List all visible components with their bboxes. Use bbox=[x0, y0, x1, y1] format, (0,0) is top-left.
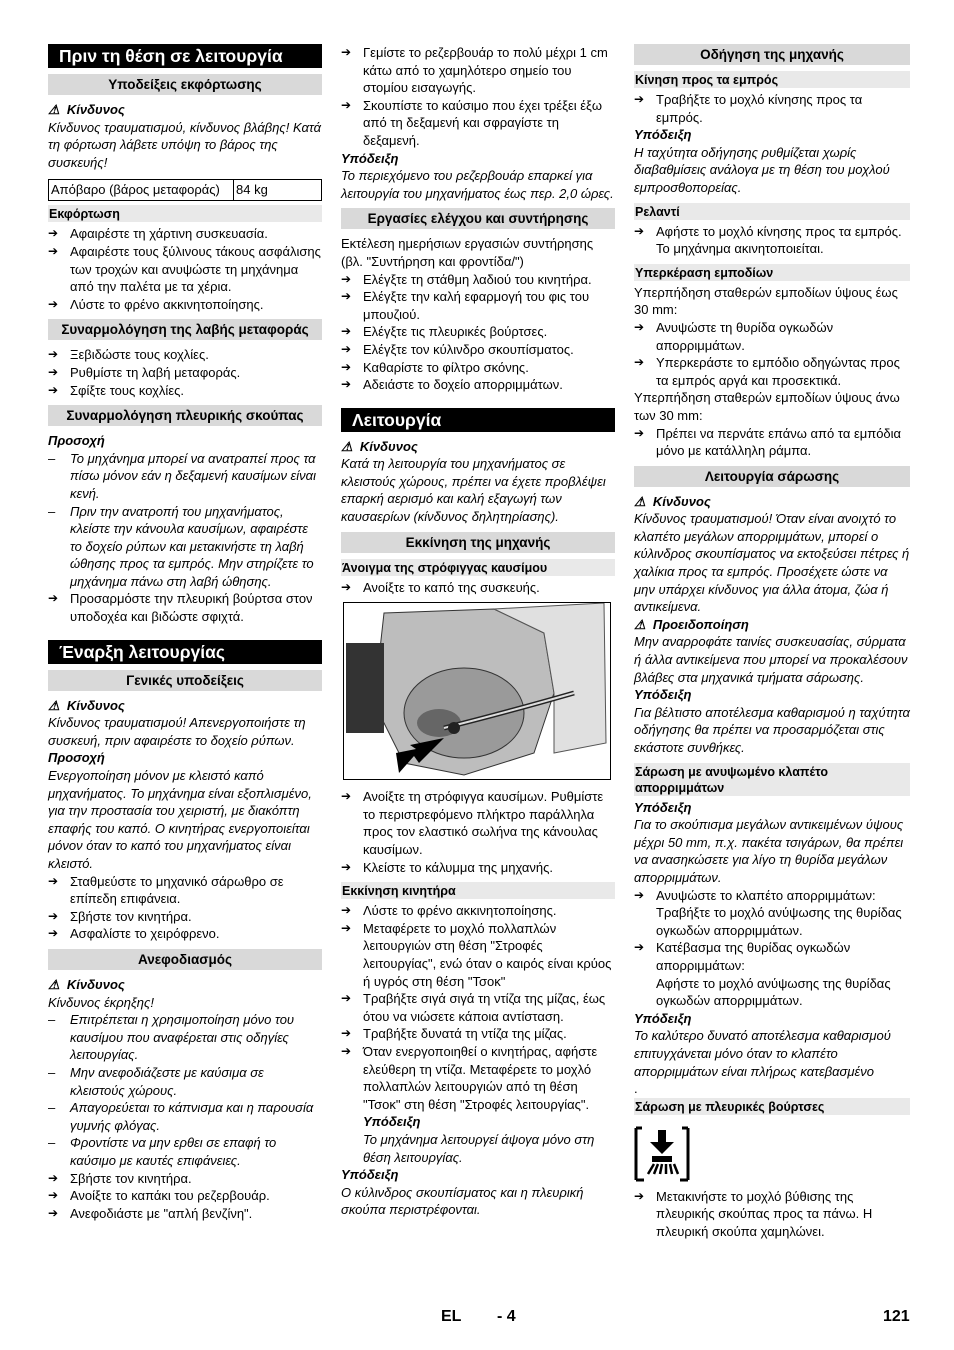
danger-label: Κίνδυνος bbox=[652, 493, 711, 509]
list-item: ➔ Ανεφοδιάστε με "απλή βενζίνη". bbox=[48, 1205, 322, 1223]
engine-illustration bbox=[344, 603, 610, 779]
heading-anoigma: Άνοιγμα της στρόφιγγας καυσίμου bbox=[341, 559, 615, 576]
note-text: Η ταχύτητα οδήγησης ρυθμίζεται χωρίς διαβαθμίσεις ανάλογα με τη θέση του μοχλού εμπροσθοπορείας. bbox=[634, 144, 890, 195]
list-item: ➔ Αδειάστε το δοχείο απορριμμάτων. bbox=[341, 376, 615, 394]
section-title-enarxi: Έναρξη λειτουργίας bbox=[48, 640, 322, 664]
heading-sarosi: Λειτουργία σάρωσης bbox=[634, 466, 910, 487]
note-text: Το μηχάνημα λειτουργεί άψογα μόνο στη θέση λειτουργίας. bbox=[363, 1131, 595, 1165]
caution-text: Ενεργοποίηση μόνον με κλειστό καπό μηχανήματος. Το μηχάνημα είναι εξοπλισμένο, για την προστασία του χειριστή, με διακόπτη επαφής του καπό. Ο κινητήρας ενεργοποιείται μόνον όταν το καπό του μηχανήματος είναι κλειστό. bbox=[48, 768, 312, 871]
note-text: Το καλύτερο δυνατό αποτέλεσμα καθαρισμού επιτυγχάνεται μόνο όταν το κλαπέτο απορριμμάτων είναι πλήρως κατεβασμένο bbox=[634, 1028, 891, 1079]
section-title-leitourgia: Λειτουργία bbox=[341, 408, 615, 432]
list-item: ➔ Τραβήξτε το μοχλό κίνησης προς τα εμπρός. bbox=[634, 91, 910, 126]
danger-note-1 bbox=[48, 101, 322, 171]
note-label: Υπόδειξη bbox=[634, 687, 692, 703]
note-label: Υπόδειξη bbox=[341, 1167, 399, 1183]
list-item: ➔ Σκουπίστε το καύσιμο που έχει τρέξει έξω από τη δεξαμενή και σφραγίστε τη δεξαμενή. bbox=[341, 97, 615, 150]
ergasies-intro: Εκτέλεση ημερήσιων εργασιών συντήρησης (βλ. "Συντήρηση και φροντίδα/") bbox=[341, 236, 594, 269]
danger-label: Κίνδυνος bbox=[359, 438, 418, 454]
danger-text: Κίνδυνος τραυματισμού! Όταν είναι ανοιχτό το κλαπέτο μεγάλων απορριμμάτων, μπορεί ο κύλινδρος σκουπίσματος να εκτοξεύσει πέτρες ή χαλίκια προς τα εμπρός. Προσέχετε ώστε να μην υπάρχει κίνδυνος για άλλα άτομα, ζώα ή αντικείμενα. bbox=[634, 511, 910, 615]
list-item: ➔ Λύστε το φρένο ακκινητοποίησης. bbox=[341, 902, 615, 920]
list-item: ➔ Ανοίξτε τη στρόφιγγα καυσίμων. Ρυθμίστε το περιστρεφόμενο πλήκτρο παράλληλα προς τον ελαστικό σωλήνα της κάνουλας καυσίμων. bbox=[341, 788, 615, 858]
heading-relanti: Ρελαντί bbox=[634, 203, 910, 220]
note-label: Υπόδειξη bbox=[634, 1010, 692, 1026]
list-item: – Επιτρέπεται η χρησιμοποίηση μόνο του καυσίμου που αναφέρεται στις οδηγίες λειτουργίας. bbox=[48, 1011, 322, 1064]
yperk-intro-2: Υπερπήδηση σταθερών εμποδίων ύψους άνω των 30 mm: bbox=[634, 390, 900, 423]
list-item-text: ➔ Ανυψώστε το κλαπέτο απορριμμάτων: bbox=[656, 887, 876, 903]
list-item: ➔ Ελέγξτε τον κύλινδρο σκουπίσματος. bbox=[341, 341, 615, 359]
warning-label: Προειδοποίηση bbox=[652, 616, 749, 632]
list-item: – Το μηχάνημα μπορεί να ανατραπεί προς τα πίσω μόνον εάν η δεξαμενή καυσίμων είναι κενή. bbox=[48, 450, 322, 503]
list-item bbox=[634, 939, 910, 1009]
column-1 bbox=[48, 44, 322, 1222]
caution-label: Προσοχή bbox=[48, 433, 105, 449]
list-item: ➔ Ασφαλίστε το χειρόφρενο. bbox=[48, 925, 322, 943]
yperk-intro-1: Υπερπήδηση σταθερών εμποδίων ύψους έως 30 mm: bbox=[634, 284, 898, 318]
list-item: ➔ Γεμίστε το ρεζερβουάρ το πολύ μέχρι 1 cm κάτω από το χαμηλότερο σημείο του στομίου εισαγωγής. bbox=[341, 44, 615, 97]
list-item: ➔ Αφαιρέστε τη χάρτινη συσκευασία. bbox=[48, 225, 322, 243]
warning-icon: ⚠ bbox=[634, 616, 646, 632]
list-item-sub: Τραβήξτε το μοχλό ανύψωσης της θυρίδας ογκωδών απορριμμάτων. bbox=[656, 905, 902, 938]
note-text: Ο κύλινδρος σκουπίσματος και η πλευρική σκούπα περιστρέφονται. bbox=[341, 1184, 584, 1218]
warning-text: Μην αναρροφάτε ταινίες συσκευασίας, σύρματα ή άλλα αντικείμενα που μπορεί να προκαλέσουν βλάβες στα μηχανικά τμήματα σάρωσης. bbox=[634, 634, 908, 685]
danger-text: Κίνδυνος έκρηξης! bbox=[48, 994, 154, 1010]
list-item: ➔ Ανοίξτε το καπάκι του ρεζερβουάρ. bbox=[48, 1187, 322, 1205]
heading-anefod: Ανεφοδιασμός bbox=[48, 949, 322, 970]
heading-ergasies: Εργασίες ελέγχου και συντήρησης bbox=[341, 208, 615, 229]
danger-label: Κίνδυνος bbox=[66, 976, 125, 992]
list-item: ➔ Ανυψώστε τη θυρίδα ογκωδών απορριμμάτων. bbox=[634, 319, 910, 354]
warning-icon: ⚠ bbox=[341, 438, 353, 454]
heading-vourtses: Σάρωση με πλευρικές βούρτσες bbox=[634, 1098, 910, 1115]
list-item: ➔ Ελέγξτε τις πλευρικές βούρτσες. bbox=[341, 323, 615, 341]
column-3 bbox=[634, 44, 910, 1240]
list-item: ➔ Ανοίξτε το καπό της συσκευής. bbox=[341, 579, 615, 597]
list-item-text: ➔ Κατέβασμα της θυρίδας ογκωδών απορριμμάτων: bbox=[656, 940, 851, 973]
list-item: ➔ Λύστε το φρένο ακκινητοποίησης. bbox=[48, 296, 322, 314]
fuel-valve-photo bbox=[343, 602, 611, 780]
note-label: Υπόδειξη bbox=[363, 1114, 421, 1130]
warning-icon: ⚠ bbox=[48, 697, 60, 713]
list-item: – Πριν την ανατροπή του μηχανήματος, κλείστε την κάνουλα καυσίμων, αφαιρέστε το δοχείο ρύπων και μετακινήστε τη λαβή ώθησης προς τα εμπρός. Μην στηρίζετε το μηχάνημα πάνω στη λαβή ώθησης. bbox=[48, 503, 322, 591]
heading-lavi: Συναρμολόγηση της λαβής μεταφοράς bbox=[48, 319, 322, 340]
note-text: Το περιεχόμενο του ρεζερβουάρ επαρκεί για λειτουργία του μηχανήματος έως περ. 2,0 ώρες. bbox=[341, 168, 614, 201]
note-text: Για το σκούπισμα μεγάλων αντικειμένων ύψους μέχρι 50 mm, π.χ. πακέτα τσιγάρων, θα πρέπει να ανασηκώσετε για λίγο τη θυρίδα μεγάλων απορριμμάτων. bbox=[634, 817, 904, 885]
list-item bbox=[634, 887, 910, 940]
list-item: ➔ Κλείστε το κάλυμμα της μηχανής. bbox=[341, 859, 615, 877]
note-label: Υπόδειξη bbox=[634, 799, 692, 815]
footer-page-relative: - 4 bbox=[497, 1308, 516, 1325]
list-item: ➔ Ελέγξτε τη στάθμη λαδιού του κινητήρα. bbox=[341, 271, 615, 289]
list-item: ➔ Ρυθμίστε τη λαβή μεταφοράς. bbox=[48, 364, 322, 382]
footer-lang: EL bbox=[441, 1308, 462, 1325]
list-item: ➔ Μεταφέρετε το μοχλό πολλαπλών λειτουργιών στη θέση "Στροφές λειτουργίας", ενώ όταν ο καιρός είναι κρύος ή υγρός στη θέση "Τσοκ" bbox=[341, 920, 615, 990]
danger-text: Κίνδυνος τραυματισμού, κίνδυνος βλάβης! Κατά τη φόρτωση λάβετε υπόψη το βάρος της συσκευής! bbox=[48, 119, 321, 170]
heading-yperkerasi: Υπερκέραση εμποδίων bbox=[634, 264, 910, 281]
list-item: ➔ Αφαιρέστε τους ξύλινους τάκους ασφάλισης των τροχών και ανυψώστε τη μηχάνημα από την παλέτα με τα χέρια. bbox=[48, 243, 322, 296]
list-item: ➔ Μετακινήστε το μοχλό βύθισης της πλευρικής σκούπας προς τα πάνω. Η πλευρική σκούπα χαμηλώνει. bbox=[634, 1188, 910, 1241]
list-item: ➔ Αφήστε το μοχλό κίνησης προς τα εμπρός. Το μηχάνημα ακινητοποιείται. bbox=[634, 223, 910, 258]
note-label: Υπόδειξη bbox=[341, 150, 399, 166]
danger-label: Κίνδυνος bbox=[66, 697, 125, 713]
list-item: ➔ Καθαρίστε το φίλτρο σκόνης. bbox=[341, 359, 615, 377]
list-item: ➔ Σβήστε τον κινητήρα. bbox=[48, 1170, 322, 1188]
heading-ekkinisi-kin: Εκκίνηση κινητήρα bbox=[341, 882, 615, 899]
list-item: ➔ Τραβήξτε σιγά σιγά τη ντίζα της μίζας, έως ότου να νιώσετε κάποια αντίσταση. bbox=[341, 990, 615, 1025]
weight-table bbox=[48, 179, 322, 201]
heading-klapeto: Σάρωση με ανυψωμένο κλαπέτο απορριμμάτων bbox=[634, 763, 910, 796]
note-text: Για βέλτιστο αποτέλεσμα καθαρισμού η ταχύτητα οδήγησης θα πρέπει να προσαρμόζεται στις εκάστοτε συνθήκες. bbox=[634, 704, 910, 755]
heading-ekkinisi: Εκκίνηση της μηχανής bbox=[341, 532, 615, 553]
warning-icon: ⚠ bbox=[48, 976, 60, 992]
list-item: – Μην ανεφοδιάζεστε με καύσιμα σε κλειστούς χώρους. bbox=[48, 1064, 322, 1099]
side-brush-lower-icon bbox=[634, 1126, 690, 1182]
heading-genikes: Γενικές υποδείξεις bbox=[48, 670, 322, 691]
heading-skoupa: Συναρμολόγηση πλευρικής σκούπας bbox=[48, 405, 322, 426]
heading-odigisi: Οδήγηση της μηχανής bbox=[634, 44, 910, 65]
list-item: ➔ Πρέπει να περνάτε επάνω από τα εμπόδια μόνο με κατάλληλη ράμπα. bbox=[634, 425, 910, 460]
heading-ekfortosi: Υποδείξεις εκφόρτωσης bbox=[48, 74, 322, 95]
list-item: ➔ Ξεβιδώστε τους κοχλίες. bbox=[48, 346, 322, 364]
note-label: Υπόδειξη bbox=[634, 127, 692, 143]
weight-label: Απόβαρο (βάρος μεταφοράς) bbox=[49, 180, 234, 201]
danger-text: Κατά τη λειτουργία του μηχανήματος σε κλειστούς χώρους, πρέπει να έχετε προβλέψει επαρκή αερισμό και καλή εξαγωγή των καυσαερίων (κίνδυνος δηλητηρίασης). bbox=[341, 456, 606, 525]
list-item: ➔ Τραβήξτε δυνατά τη ντίζα της μίζας. bbox=[341, 1025, 615, 1043]
list-item: – Φροντίστε να μην ερθει σε επαφή το καύσιμο με καυτές επιφάνειες. bbox=[48, 1134, 322, 1169]
list-item-sub: Αφήστε το μοχλό ανύψωσης της θυρίδας ογκωδών απορριμμάτων. bbox=[656, 975, 891, 1009]
footer-page-number: 121 bbox=[883, 1308, 910, 1325]
trailing-dot: . bbox=[634, 1081, 638, 1097]
list-item: – Απαγορεύεται το κάπνισμα και η παρουσία γυμνής φλόγας. bbox=[48, 1099, 322, 1134]
column-2 bbox=[341, 44, 615, 1219]
warning-icon: ⚠ bbox=[48, 102, 60, 117]
caution-label: Προσοχή bbox=[48, 750, 105, 766]
list-item: ➔ Ελέγξτε την καλή εφαρμογή του φις του μπουζιού. bbox=[341, 288, 615, 323]
list-item: ➔ Σβήστε τον κινητήρα. bbox=[48, 908, 322, 926]
heading-kinisi: Κίνηση προς τα εμπρός bbox=[634, 71, 910, 88]
danger-label: Κίνδυνος bbox=[66, 102, 125, 117]
danger-text: Κίνδυνος τραυματισμού! Απενεργοποιήστε τη συσκευή, πριν αφαιρέστε το δοχείο ρύπων. bbox=[48, 715, 306, 748]
list-item: ➔ Προσαρμόστε την πλευρική βούρτσα στον υποδοχέα και βιδώστε σφιχτά. bbox=[48, 590, 322, 625]
section-title-prin: Πριν τη θέση σε λειτουργία bbox=[48, 44, 322, 68]
warning-icon: ⚠ bbox=[634, 493, 646, 509]
heading-ekfortosi-sub: Εκφόρτωση bbox=[48, 205, 322, 222]
list-item: ➔ Σφίξτε τους κοχλίες. bbox=[48, 382, 322, 400]
list-item: ➔ Υπερκεράστε το εμπόδιο οδηγώντας προς τα εμπρός αργά και προσεκτικά. bbox=[634, 354, 910, 389]
list-item: ➔ Όταν ενεργοποιηθεί ο κινητήρας, αφήστε ελεύθερη τη ντίζα. Μεταφέρετε το μοχλό πολλαπλών λειτουργιών από τη θέση "Τσοκ" στη θέση "Στροφές λειτουργίας". bbox=[341, 1043, 615, 1113]
list-item: ➔ Σταθμεύστε το μηχανικό σάρωθρο σε επίπεδη επιφάνεια. bbox=[48, 873, 322, 908]
weight-value: 84 kg bbox=[234, 180, 322, 201]
